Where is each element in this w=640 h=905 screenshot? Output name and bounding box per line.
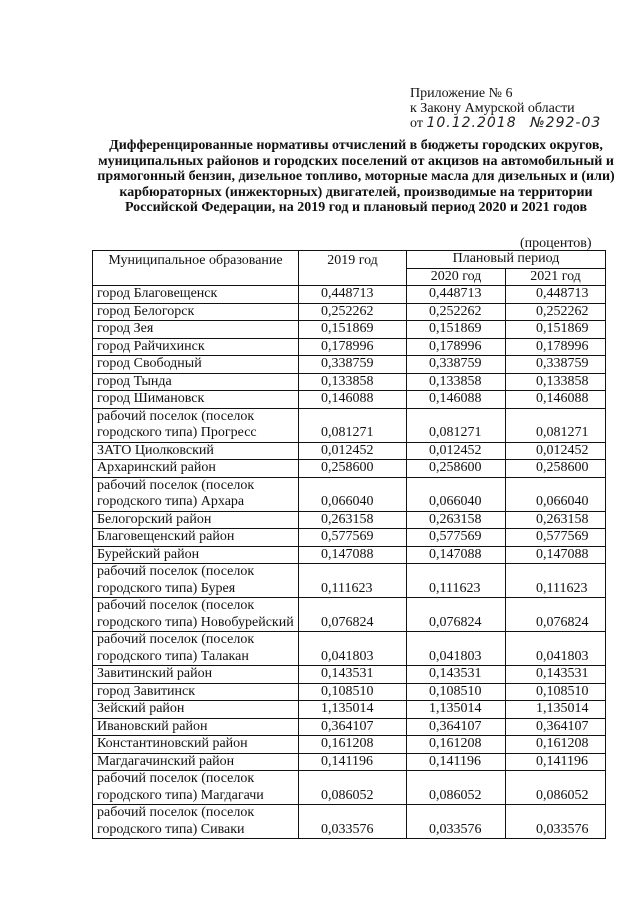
cell-2020: 0,151869 xyxy=(407,321,506,339)
appendix-line-1: Приложение № 6 xyxy=(410,86,513,101)
cell-2020: 0,133858 xyxy=(407,373,506,391)
cell-2019: 0,178996 xyxy=(299,338,407,356)
table-row xyxy=(93,753,606,771)
cell-2021: 0,252262 xyxy=(506,303,606,321)
cell-2021: 0,066040 xyxy=(506,477,606,511)
cell-2020: 0,041803 xyxy=(407,632,506,666)
table-row xyxy=(93,771,606,805)
cell-2021: 0,448713 xyxy=(506,286,606,304)
cell-2021: 0,076824 xyxy=(506,598,606,632)
cell-municipality: ЗАТО Циолковский xyxy=(93,442,299,460)
header-2021: 2021 год xyxy=(506,268,606,286)
cell-2019: 0,147088 xyxy=(299,546,407,564)
cell-2019: 0,146088 xyxy=(299,391,407,409)
table-row xyxy=(93,511,606,529)
cell-municipality: Константиновский район xyxy=(93,736,299,754)
cell-2021: 0,577569 xyxy=(506,529,606,547)
cell-2019: 0,133858 xyxy=(299,373,407,391)
cell-2020: 0,577569 xyxy=(407,529,506,547)
cell-2019: 0,066040 xyxy=(299,477,407,511)
cell-municipality: Архаринский район xyxy=(93,460,299,478)
cell-2020: 0,033576 xyxy=(407,805,506,839)
cell-municipality: город Белогорск xyxy=(93,303,299,321)
cell-2019: 0,141196 xyxy=(299,753,407,771)
table-row xyxy=(93,529,606,547)
table-row xyxy=(93,460,606,478)
cell-2020: 0,147088 xyxy=(407,546,506,564)
table-row xyxy=(93,598,606,632)
cell-2021: 0,147088 xyxy=(506,546,606,564)
cell-2019: 1,135014 xyxy=(299,701,407,719)
cell-2021: 0,041803 xyxy=(506,632,606,666)
table-row xyxy=(93,338,606,356)
cell-2021: 0,081271 xyxy=(506,408,606,442)
cell-2021: 0,143531 xyxy=(506,666,606,684)
cell-2021: 0,178996 xyxy=(506,338,606,356)
table-row xyxy=(93,442,606,460)
cell-2020: 0,143531 xyxy=(407,666,506,684)
header-2019: 2019 год xyxy=(299,251,407,286)
cell-2021: 0,012452 xyxy=(506,442,606,460)
cell-2020: 0,076824 xyxy=(407,598,506,632)
cell-2021: 0,364107 xyxy=(506,718,606,736)
table-row xyxy=(93,805,606,839)
cell-2021: 0,161208 xyxy=(506,736,606,754)
table-row xyxy=(93,391,606,409)
cell-2020: 0,448713 xyxy=(407,286,506,304)
cell-municipality: Зейский район xyxy=(93,701,299,719)
cell-2019: 0,252262 xyxy=(299,303,407,321)
cell-2019: 0,577569 xyxy=(299,529,407,547)
cell-2021: 0,263158 xyxy=(506,511,606,529)
cell-2020: 0,338759 xyxy=(407,356,506,374)
cell-2021: 0,258600 xyxy=(506,460,606,478)
cell-2019: 0,108510 xyxy=(299,683,407,701)
cell-municipality: город Завитинск xyxy=(93,683,299,701)
cell-2021: 0,111623 xyxy=(506,564,606,598)
cell-municipality: город Благовещенск xyxy=(93,286,299,304)
cell-2020: 0,258600 xyxy=(407,460,506,478)
cell-municipality: рабочий поселок (поселок городского типа) Сиваки xyxy=(93,805,299,839)
cell-2021: 0,338759 xyxy=(506,356,606,374)
cell-municipality: рабочий поселок (поселок городского типа) Магдагачи xyxy=(93,771,299,805)
appendix-line-3 xyxy=(410,116,601,131)
cell-municipality: рабочий поселок (поселок городского типа) Бурея xyxy=(93,564,299,598)
cell-municipality: рабочий поселок (поселок городского типа) Архара xyxy=(93,477,299,511)
cell-2020: 0,111623 xyxy=(407,564,506,598)
table-row xyxy=(93,303,606,321)
cell-2019: 0,151869 xyxy=(299,321,407,339)
handwritten-number: №292-03 xyxy=(530,115,602,131)
cell-municipality: Благовещенский район xyxy=(93,529,299,547)
cell-2020: 0,146088 xyxy=(407,391,506,409)
table-row xyxy=(93,718,606,736)
cell-2021: 1,135014 xyxy=(506,701,606,719)
cell-2021: 0,133858 xyxy=(506,373,606,391)
header-2020: 2020 год xyxy=(407,268,506,286)
cell-2019: 0,338759 xyxy=(299,356,407,374)
cell-municipality: рабочий поселок (поселок городского типа) Новобурейский xyxy=(93,598,299,632)
cell-2019: 0,041803 xyxy=(299,632,407,666)
norms-table xyxy=(92,250,606,839)
table-row xyxy=(93,546,606,564)
cell-2019: 0,448713 xyxy=(299,286,407,304)
document-title: Дифференцированные нормативы отчислений в бюджеты городских округов, муниципальных районов и городских поселений от акцизов на автомобильный и прямогонный бензин, дизельное топливо, моторные масла для дизельных и (или) карбюраторных (инжекторных) двигателей, производимые на территории Российской Федерации, на 2019 год и плановый период 2020 и 2021 годов xyxy=(97,138,615,215)
table-row xyxy=(93,683,606,701)
unit-label: (процентов) xyxy=(520,236,592,251)
cell-municipality: город Райчихинск xyxy=(93,338,299,356)
cell-2020: 0,364107 xyxy=(407,718,506,736)
cell-2020: 0,108510 xyxy=(407,683,506,701)
cell-2019: 0,081271 xyxy=(299,408,407,442)
cell-2021: 0,146088 xyxy=(506,391,606,409)
cell-municipality: рабочий поселок (поселок городского типа) Талакан xyxy=(93,632,299,666)
table-row xyxy=(93,736,606,754)
cell-2020: 0,178996 xyxy=(407,338,506,356)
table-row xyxy=(93,286,606,304)
table-row xyxy=(93,701,606,719)
cell-2019: 0,086052 xyxy=(299,771,407,805)
cell-2019: 0,033576 xyxy=(299,805,407,839)
cell-2019: 0,161208 xyxy=(299,736,407,754)
handwritten-date: 10.12.2018 xyxy=(426,115,517,131)
table-row xyxy=(93,564,606,598)
cell-2020: 0,161208 xyxy=(407,736,506,754)
cell-municipality: город Шимановск xyxy=(93,391,299,409)
cell-2019: 0,263158 xyxy=(299,511,407,529)
cell-municipality: рабочий поселок (поселок городского типа) Прогресс xyxy=(93,408,299,442)
cell-2020: 0,252262 xyxy=(407,303,506,321)
cell-municipality: Бурейский район xyxy=(93,546,299,564)
table-row xyxy=(93,632,606,666)
cell-2019: 0,012452 xyxy=(299,442,407,460)
cell-2021: 0,033576 xyxy=(506,805,606,839)
header-planned-period: Плановый период xyxy=(407,251,606,269)
cell-2021: 0,141196 xyxy=(506,753,606,771)
cell-2020: 0,263158 xyxy=(407,511,506,529)
cell-2020: 0,066040 xyxy=(407,477,506,511)
table-body xyxy=(93,286,606,839)
cell-2020: 0,086052 xyxy=(407,771,506,805)
appendix-block xyxy=(410,86,601,131)
cell-2019: 0,076824 xyxy=(299,598,407,632)
header-municipality: Муниципальное образование xyxy=(93,251,299,286)
table-row xyxy=(93,666,606,684)
table-row xyxy=(93,477,606,511)
cell-2021: 0,108510 xyxy=(506,683,606,701)
cell-2019: 0,111623 xyxy=(299,564,407,598)
cell-municipality: Белогорский район xyxy=(93,511,299,529)
cell-2021: 0,086052 xyxy=(506,771,606,805)
cell-2020: 0,012452 xyxy=(407,442,506,460)
appendix-date-prefix: от xyxy=(410,116,423,131)
appendix-line-2: к Закону Амурской области xyxy=(410,101,575,116)
cell-municipality: город Тында xyxy=(93,373,299,391)
cell-2020: 1,135014 xyxy=(407,701,506,719)
cell-municipality: Завитинский район xyxy=(93,666,299,684)
cell-2019: 0,258600 xyxy=(299,460,407,478)
cell-municipality: город Зея xyxy=(93,321,299,339)
table-row xyxy=(93,356,606,374)
cell-municipality: Магдагачинский район xyxy=(93,753,299,771)
cell-2020: 0,141196 xyxy=(407,753,506,771)
table-row xyxy=(93,321,606,339)
cell-2019: 0,143531 xyxy=(299,666,407,684)
table-row xyxy=(93,373,606,391)
cell-2020: 0,081271 xyxy=(407,408,506,442)
cell-municipality: Ивановский район xyxy=(93,718,299,736)
table-row xyxy=(93,408,606,442)
cell-2021: 0,151869 xyxy=(506,321,606,339)
cell-2019: 0,364107 xyxy=(299,718,407,736)
cell-municipality: город Свободный xyxy=(93,356,299,374)
